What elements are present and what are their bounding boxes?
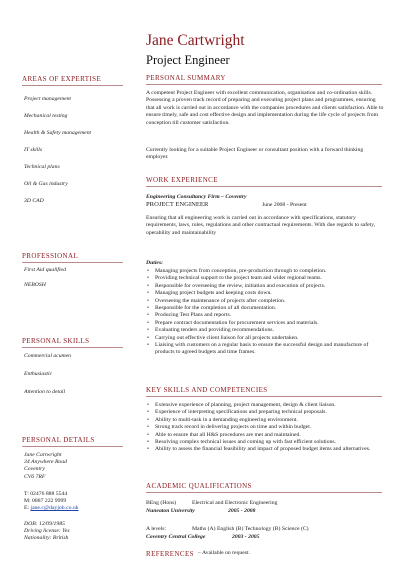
qualifications-heading: ACADEMIC QUALIFICATIONS bbox=[146, 482, 252, 490]
list-item: • Ability to multi-task in a demanding engineering environment. bbox=[146, 417, 384, 424]
expertise-heading: AREAS OF EXPERTISE bbox=[22, 75, 102, 83]
experience-heading: WORK EXPERIENCE bbox=[146, 176, 218, 184]
list-item: • Evaluating tenders and providing recommendations. bbox=[146, 327, 384, 334]
list-item: • Producing Test Plans and reports. bbox=[146, 312, 384, 319]
personal-details-rule bbox=[22, 446, 123, 447]
list-item: • Responsible for the completion of all documentation. bbox=[146, 305, 384, 312]
list-item: • Managing projects from conception, pre-production through to completion. bbox=[146, 268, 384, 275]
professional-item: NEBOSH bbox=[24, 282, 46, 288]
expertise-item: Mechanical testing bbox=[24, 113, 68, 119]
qualification-subject-2: Maths (A) English (B) Technology (B) Science (C) bbox=[192, 526, 309, 532]
contact-city: Coventry bbox=[24, 466, 45, 473]
list-item: • Resolving complex technical issues and coming up with fast efficient solutions. bbox=[146, 439, 384, 446]
list-item: • Able to ensure that all H&S procedures are met and maintained. bbox=[146, 432, 384, 439]
email-link[interactable]: jane.c@dayjob.co.uk bbox=[30, 505, 79, 512]
list-item: • Responsible for overseeing the review, initiation and execution of projects. bbox=[146, 283, 384, 290]
personal-skill-item: Attention to detail bbox=[24, 389, 66, 395]
qualification-school-2: Coventry Central College bbox=[146, 534, 206, 540]
summary-paragraph-2: Currently looking for a suitable Project Engineer or consultant position with a forward thinking employer. bbox=[146, 147, 364, 161]
contact-mobile: M: 0887 222 9999 bbox=[24, 498, 67, 505]
driving-license: Driving license: Yes bbox=[24, 528, 70, 535]
qualifications-rule bbox=[146, 492, 382, 493]
expertise-item: 3D CAD bbox=[24, 198, 44, 204]
experience-paragraph: Ensuring that all engineering work is carried out in accordance with specifications, statutory requirements, laws, rules, regulations and other contractual requirements. With due regards to safety, operability and maintainability bbox=[146, 215, 376, 236]
list-item: • Strong track record in delivering projects on time and within budget. bbox=[146, 424, 384, 431]
employer-name: Engineering Consultancy Firm – Coventry bbox=[146, 194, 247, 200]
duties-list bbox=[146, 268, 384, 357]
personal-skills-rule bbox=[22, 347, 123, 348]
skills-list bbox=[146, 402, 384, 454]
list-item: • Managing project budgets and keeping costs down. bbox=[146, 290, 384, 297]
expertise-item: Health & Safety management bbox=[24, 130, 92, 136]
skills-rule bbox=[146, 396, 382, 397]
qualification-dates-2: 2003 - 2005 bbox=[232, 534, 260, 540]
dob: DOB: 12/09/1985 bbox=[24, 521, 65, 527]
expertise-item: IT skills bbox=[24, 147, 43, 153]
qualification-dates-1: 2005 - 2008 bbox=[228, 508, 256, 514]
job-title: Project Engineer bbox=[146, 53, 230, 67]
summary-rule bbox=[146, 84, 382, 85]
contact-phone: T: 02476 888 5544 bbox=[24, 491, 68, 497]
candidate-name: Jane Cartwright bbox=[146, 32, 245, 49]
qualification-school-1: Nuneaton University bbox=[146, 508, 195, 514]
job-dates: June 2008 - Present bbox=[262, 202, 307, 208]
expertise-item: Oil & Gas industry bbox=[24, 181, 68, 187]
list-item: • Liaising with customers on a regular basis to ensure the successful design and manufacture of products to agreed budgets and time frames. bbox=[146, 342, 384, 357]
contact-numbers-block bbox=[24, 491, 79, 513]
duties-label: Duties: bbox=[146, 260, 164, 266]
references-text: – Available on request. bbox=[198, 550, 251, 556]
nationality: Nationality: British bbox=[24, 535, 69, 542]
summary-heading: PERSONAL SUMMARY bbox=[146, 74, 226, 82]
list-item: • Carrying out effective client liaison for all projects undertaken. bbox=[146, 335, 384, 342]
job-position: PROJECT ENGINEER bbox=[146, 201, 209, 208]
references-heading: REFERENCES bbox=[146, 550, 194, 558]
personal-details-heading: PERSONAL DETAILS bbox=[22, 436, 95, 444]
experience-rule bbox=[146, 186, 382, 187]
list-item: • Overseeing the maintenance of projects after completion. bbox=[146, 298, 384, 305]
contact-address: 34 Anywhere Road bbox=[24, 459, 67, 466]
expertise-rule bbox=[22, 85, 123, 86]
contact-name: Jane Cartwright bbox=[24, 452, 62, 458]
contact-address-block bbox=[24, 452, 67, 481]
contact-email-line: E: jane.c@dayjob.co.uk bbox=[24, 505, 79, 512]
skills-heading: KEY SKILLS AND COMPETENCIES bbox=[146, 386, 268, 394]
summary-paragraph: A competent Project Engineer with excellent communication, organisation and co-ordination skills. Possessing a proven track record of preparing and executing project plans and programmes, ensuring that all work is carried out in accordance with the companies procedures and clients satisfaction. Able to ensure timely, safe and cost effective design and implementation during the life cycle of projects from conception till customer satisfaction. bbox=[146, 90, 384, 126]
personal-skills-heading: PERSONAL SKILLS bbox=[22, 337, 90, 345]
qualification-subject-1: Electrical and Electronic Engineering bbox=[192, 500, 278, 506]
list-item: • Experience of interpreting specifications and preparing technical proposals. bbox=[146, 409, 384, 416]
professional-rule bbox=[22, 262, 123, 263]
expertise-item: Technical plans bbox=[24, 164, 60, 170]
professional-item: First Aid qualified bbox=[24, 267, 66, 273]
qualification-degree-2: A levels: bbox=[146, 526, 167, 532]
personal-skill-item: Commercial acumen bbox=[24, 353, 72, 359]
personal-skill-item: Enthusiastic bbox=[24, 371, 53, 377]
expertise-item: Project management bbox=[24, 96, 72, 102]
qualification-degree-1: BEng (Hons) bbox=[146, 500, 177, 506]
list-item: • Ability to assess the financial feasibility and impact of proposed budget items and alternatives. bbox=[146, 446, 384, 453]
list-item: • Extensive experience of planning, project management, design & client liaison. bbox=[146, 402, 384, 409]
personal-info-block bbox=[24, 521, 70, 543]
list-item: • Prepare contract documentation for procurement services and materials. bbox=[146, 320, 384, 327]
contact-postcode: CV6 7RF bbox=[24, 473, 46, 480]
professional-heading: PROFESSIONAL bbox=[22, 252, 79, 260]
list-item: • Providing technical support to the project team and wider regional teams. bbox=[146, 275, 384, 282]
